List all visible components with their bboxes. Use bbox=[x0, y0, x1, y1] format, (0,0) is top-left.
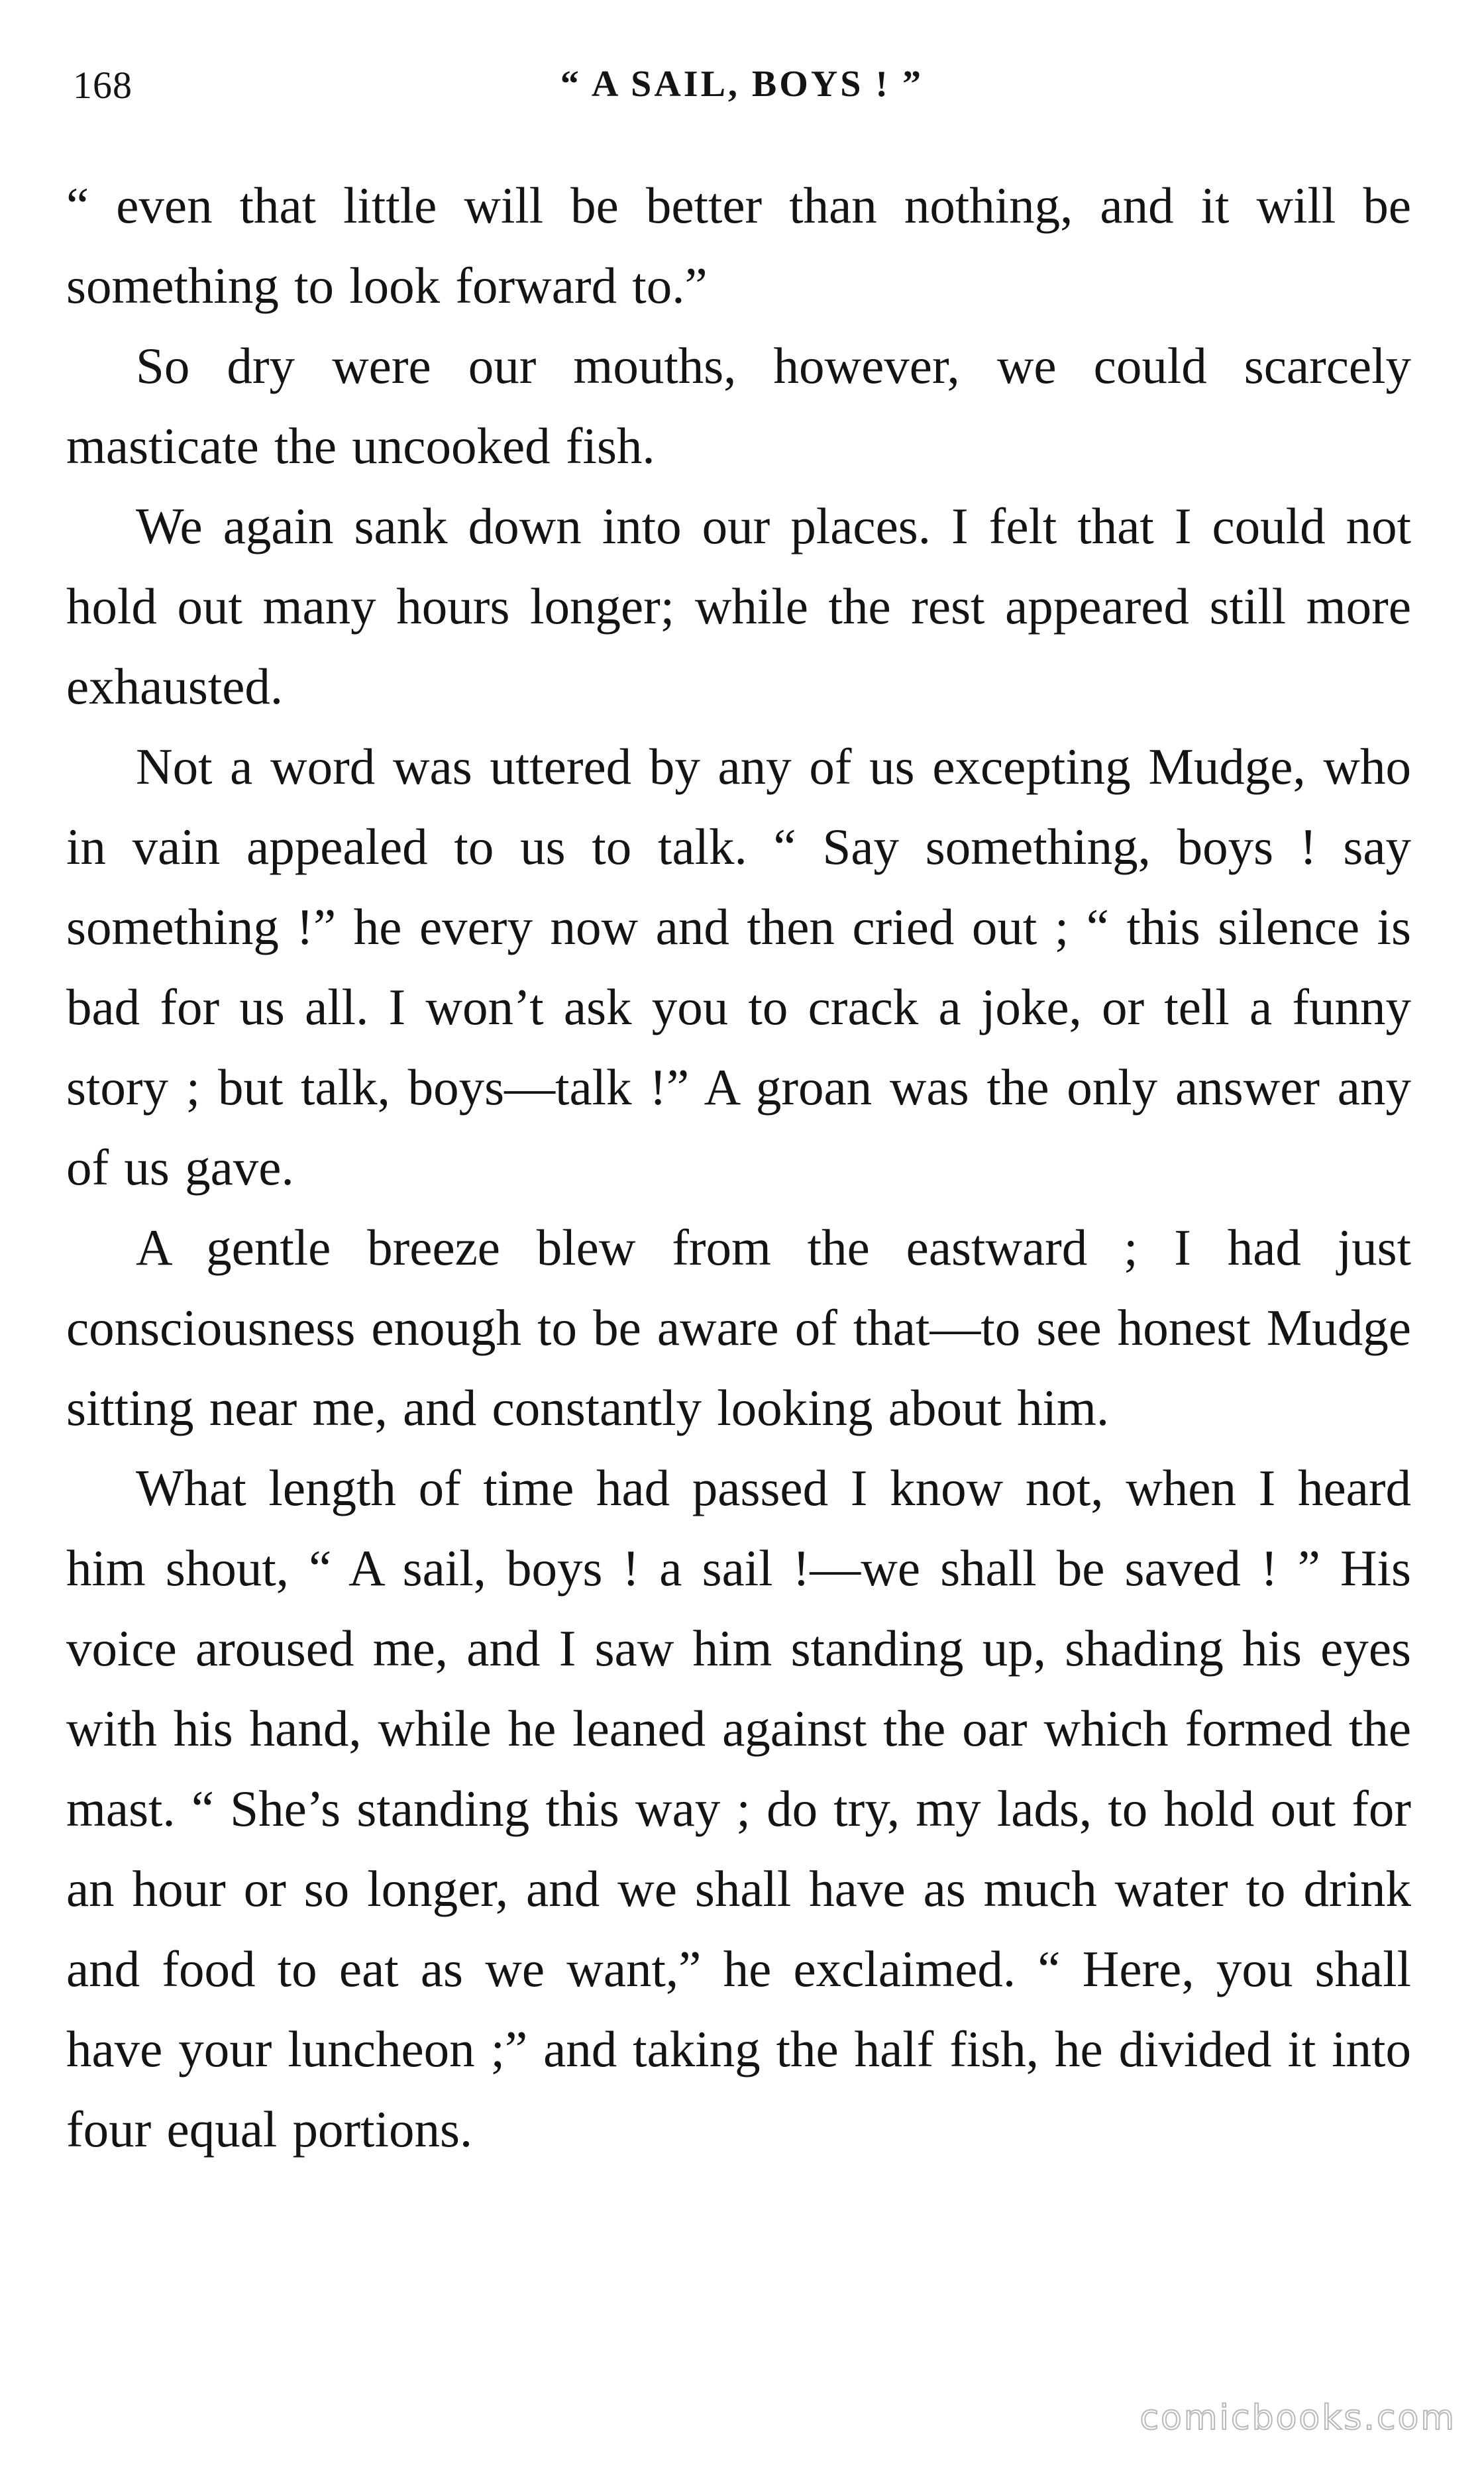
paragraph-continued: “ even that little will be better than nothing, and it will be something to look forward to.” bbox=[66, 177, 1411, 314]
paragraph: A gentle breeze blew from the eastward ; I had just consciousness enough to be aware of that—to see honest Mudge sitting near me, and constantly looking about him. bbox=[66, 1219, 1411, 1436]
paragraph: Not a word was uttered by any of us excepting Mudge, who in vain appealed to us to talk. “ Say something, boys ! say something !” he every now and then cried out ; “ this silence is bad for us all. I won’t ask you to crack a joke, or tell a funny story ; but talk, boys—talk !” A groan was the only answer any of us gave. bbox=[66, 738, 1411, 1196]
watermark-logo: comicbooks.com bbox=[1140, 2398, 1456, 2438]
running-title: “ A SAIL, BOYS ! ” bbox=[560, 64, 924, 105]
paragraph: We again sank down into our places. I felt that I could not hold out many hours longer; while the rest appeared still more exhausted. bbox=[66, 498, 1411, 715]
paragraph: So dry were our mouths, however, we could scarcely masticate the uncooked fish. bbox=[66, 337, 1411, 474]
page-number: 168 bbox=[73, 64, 132, 107]
running-head bbox=[66, 63, 1418, 116]
body-text bbox=[66, 166, 1411, 2170]
paragraph: What length of time had passed I know not, when I heard him shout, “ A sail, boys ! a sail !—we shall be saved ! ” His voice aroused me, and I saw him standing up, shading his eyes with his hand, while he leaned against the oar which formed the mast. “ She’s standing this way ; do try, my lads, to hold out for an hour or so longer, and we shall have as much water to drink and food to eat as we want,” he exclaimed. “ Here, you shall have your luncheon ;” and taking the half fish, he divided it into four equal portions. bbox=[66, 1459, 1411, 2158]
